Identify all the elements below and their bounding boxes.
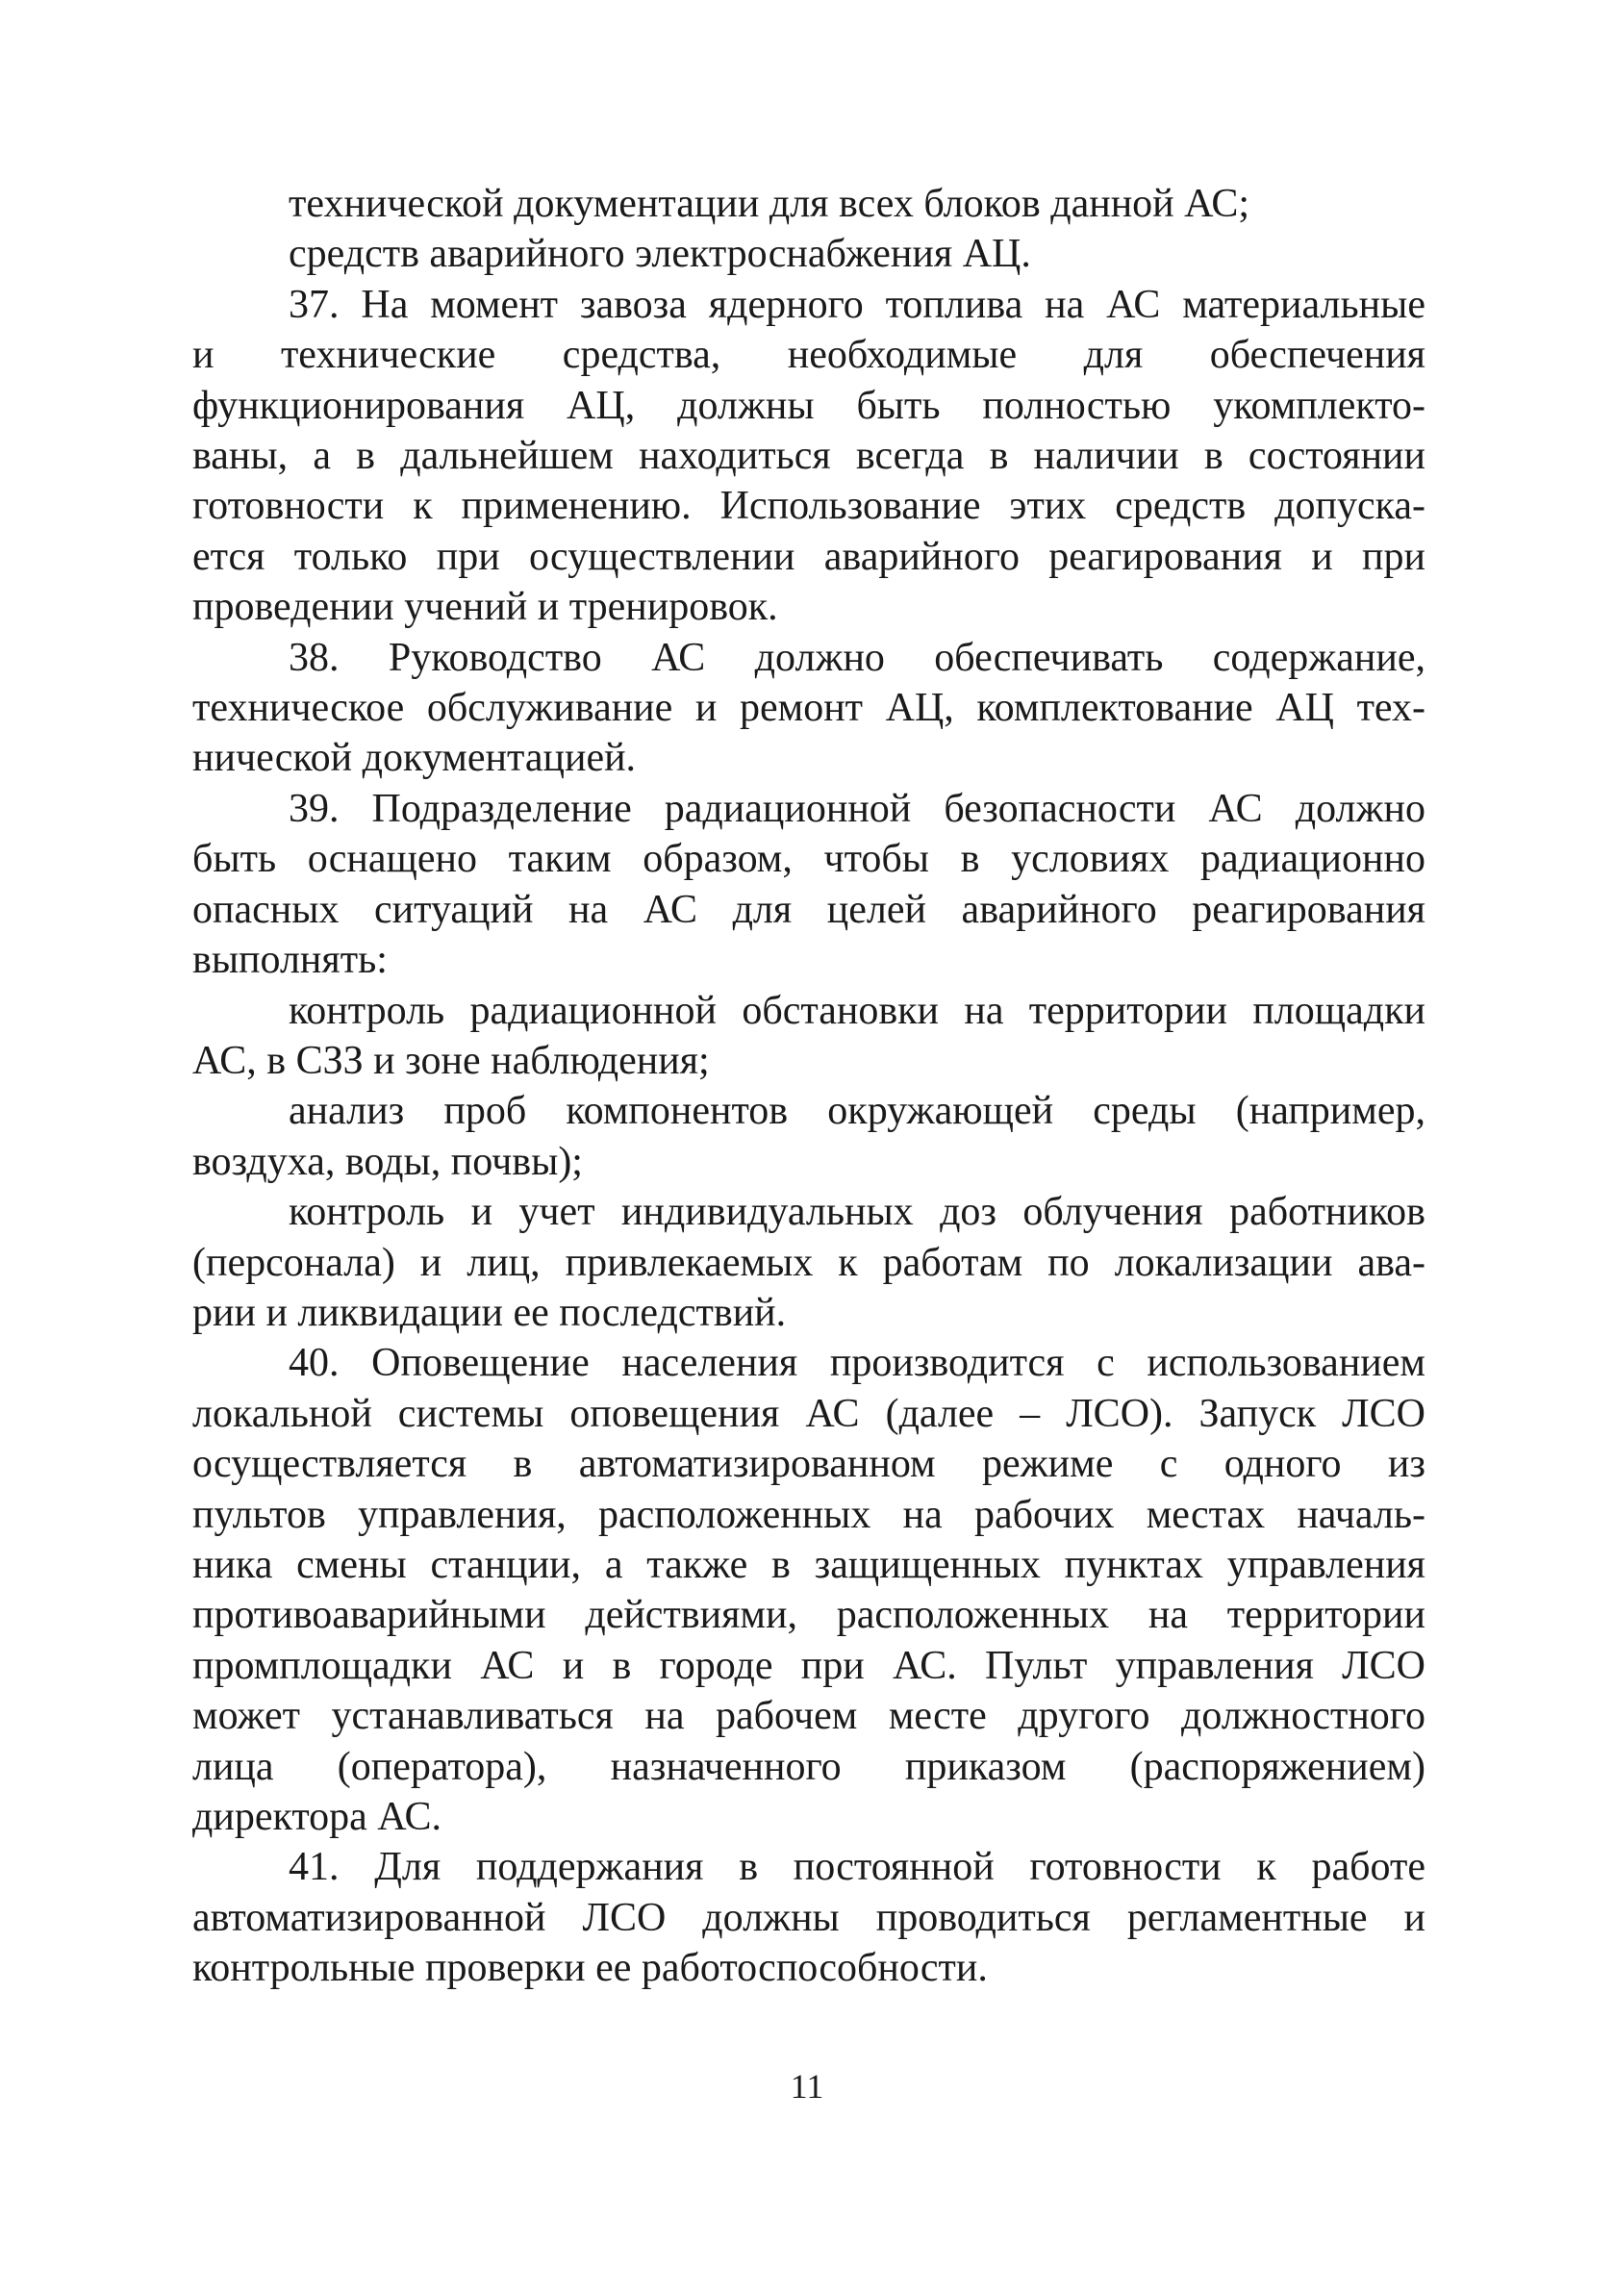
text-line: ется только при осуществлении аварийного реагирования и при bbox=[192, 534, 1425, 579]
text-line: 39. Подразделение радиационной безопасности АС должно bbox=[289, 786, 1425, 831]
text-line: автоматизированной ЛСО должны проводиться регламентные и bbox=[192, 1895, 1425, 1940]
document-body bbox=[192, 179, 1425, 1994]
text-line: контрольные проверки ее работоспособности. bbox=[192, 1946, 988, 1991]
text-line: и технические средства, необходимые для обеспечения bbox=[192, 333, 1425, 378]
text-line: быть оснащено таким образом, чтобы в условиях радиационно bbox=[192, 837, 1425, 882]
text-line: промплощадки АС и в городе при АС. Пульт управления ЛСО bbox=[192, 1643, 1425, 1688]
text-line: нической документацией. bbox=[192, 736, 637, 781]
text-line: контроль и учет индивидуальных доз облучения работников bbox=[289, 1190, 1425, 1235]
text-line: (персонала) и лиц, привлекаемых к работам по локализации ава- bbox=[192, 1240, 1425, 1285]
text-line: ваны, а в дальнейшем находиться всегда в наличии в состоянии bbox=[192, 434, 1425, 479]
text-line: директора АС. bbox=[192, 1795, 442, 1839]
text-line: технической документации для всех блоков данной АС; bbox=[289, 182, 1250, 226]
text-line: 41. Для поддержания в постоянной готовности к работе bbox=[289, 1845, 1425, 1890]
text-line: может устанавливаться на рабочем месте другого должностного bbox=[192, 1694, 1425, 1739]
text-line: противоаварийными действиями, расположенных на территории bbox=[192, 1593, 1425, 1638]
text-line: рии и ликвидации ее последствий. bbox=[192, 1290, 787, 1335]
text-line: анализ проб компонентов окружающей среды (например, bbox=[289, 1089, 1425, 1134]
text-line: проведении учений и тренировок. bbox=[192, 585, 778, 630]
text-line: лица (оператора), назначенного приказом (распоряжением) bbox=[192, 1744, 1425, 1789]
text-line: контроль радиационной обстановки на территории площадки bbox=[289, 988, 1425, 1033]
page-number: 11 bbox=[790, 2067, 824, 2106]
text-line: локальной системы оповещения АС (далее – ЛСО). Запуск ЛСО bbox=[192, 1391, 1425, 1436]
text-line: выполнять: bbox=[192, 938, 388, 983]
text-line: 37. На момент завоза ядерного топлива на АС материальные bbox=[289, 282, 1425, 327]
text-line: воздуха, воды, почвы); bbox=[192, 1139, 583, 1184]
text-line: средств аварийного электроснабжения АЦ. bbox=[289, 232, 1031, 277]
text-line: готовности к применению. Использование этих средств допуска- bbox=[192, 484, 1425, 529]
text-line: 40. Оповещение населения производится с использованием bbox=[289, 1341, 1425, 1386]
text-line: ника смены станции, а также в защищенных пунктах управления bbox=[192, 1542, 1425, 1587]
text-line: техническое обслуживание и ремонт АЦ, комплектование АЦ тех- bbox=[192, 686, 1425, 731]
text-line: пультов управления, расположенных на рабочих местах началь- bbox=[192, 1492, 1425, 1537]
text-line: АС, в СЗЗ и зоне наблюдения; bbox=[192, 1038, 710, 1083]
text-line: осуществляется в автоматизированном режиме с одного из bbox=[192, 1442, 1425, 1487]
text-line: 38. Руководство АС должно обеспечивать содержание, bbox=[289, 635, 1425, 680]
text-line: опасных ситуаций на АС для целей аварийного реагирования bbox=[192, 887, 1425, 932]
text-line: функционирования АЦ, должны быть полностью укомплекто- bbox=[192, 383, 1425, 428]
